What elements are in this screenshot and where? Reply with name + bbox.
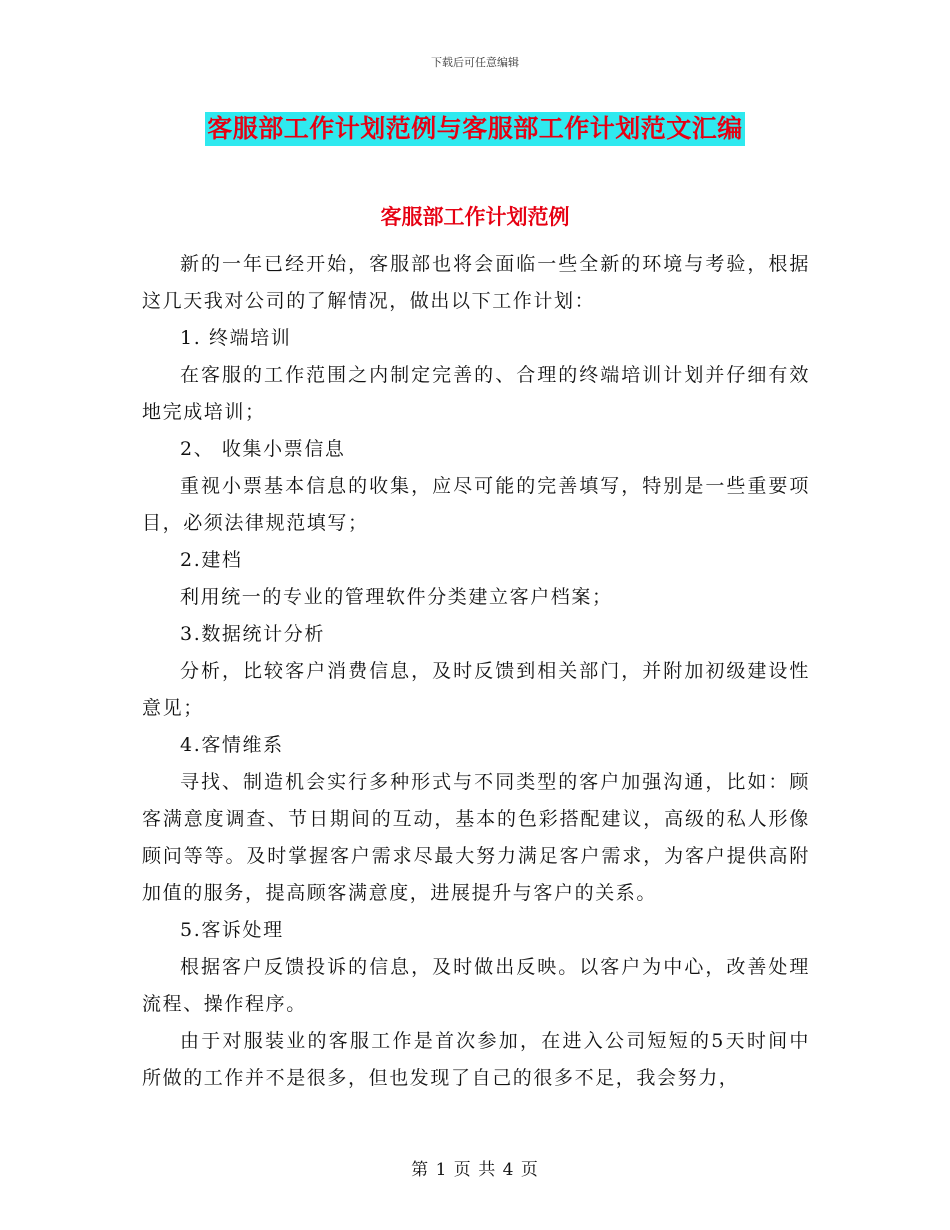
- header-note: 下载后可任意编辑: [431, 56, 519, 69]
- item-heading-customer-relations: 4.客情维系: [180, 734, 284, 756]
- item-heading-archive: 2.建档: [180, 549, 243, 571]
- paragraph-terminal-training: 在客服的工作范围之内制定完善的、合理的终端培训计划并仔细有效地完成培训；: [142, 364, 810, 423]
- paragraph-intro: 新的一年已经开始，客服部也将会面临一些全新的环境与考验，根据这几天我对公司的了解情况，做出以下工作计划：: [142, 253, 810, 312]
- item-heading-terminal-training: 1. 终端培训: [180, 327, 292, 349]
- paragraph-complaints: 根据客户反馈投诉的信息，及时做出反映。以客户为中心，改善处理流程、操作程序。: [142, 956, 810, 1015]
- item-heading-receipt-info: 2、 收集小票信息: [180, 438, 346, 460]
- paragraph-closing: 由于对服装业的客服工作是首次参加，在进入公司短短的5天时间中所做的工作并不是很多，但也发现了自己的很多不足，我会努力，: [142, 1030, 810, 1089]
- item-heading-complaints: 5.客诉处理: [180, 919, 284, 941]
- main-title: 客服部工作计划范例与客服部工作计划范文汇编: [205, 112, 745, 146]
- paragraph-data-analysis: 分析，比较客户消费信息，及时反馈到相关部门，并附加初级建设性意见；: [142, 660, 810, 719]
- page-number-footer: 第 1 页 共 4 页: [411, 1160, 539, 1180]
- document-body: [142, 246, 810, 1097]
- section-title: 客服部工作计划范例: [380, 205, 570, 229]
- paragraph-receipt-info: 重视小票基本信息的收集，应尽可能的完善填写，特别是一些重要项目，必须法律规范填写；: [142, 475, 810, 534]
- main-title-container: [0, 112, 950, 146]
- item-heading-data-analysis: 3.数据统计分析: [180, 623, 325, 645]
- paragraph-customer-relations: 寻找、制造机会实行多种形式与不同类型的客户加强沟通，比如：顾客满意度调查、节日期间的互动，基本的色彩搭配建议，高级的私人形像顾问等等。及时掌握客户需求尽最大努力满足客户需求，为客户提供高附加值的服务，提高顾客满意度，进展提升与客户的关系。: [142, 771, 810, 904]
- paragraph-archive: 利用统一的专业的管理软件分类建立客户档案；: [180, 586, 613, 608]
